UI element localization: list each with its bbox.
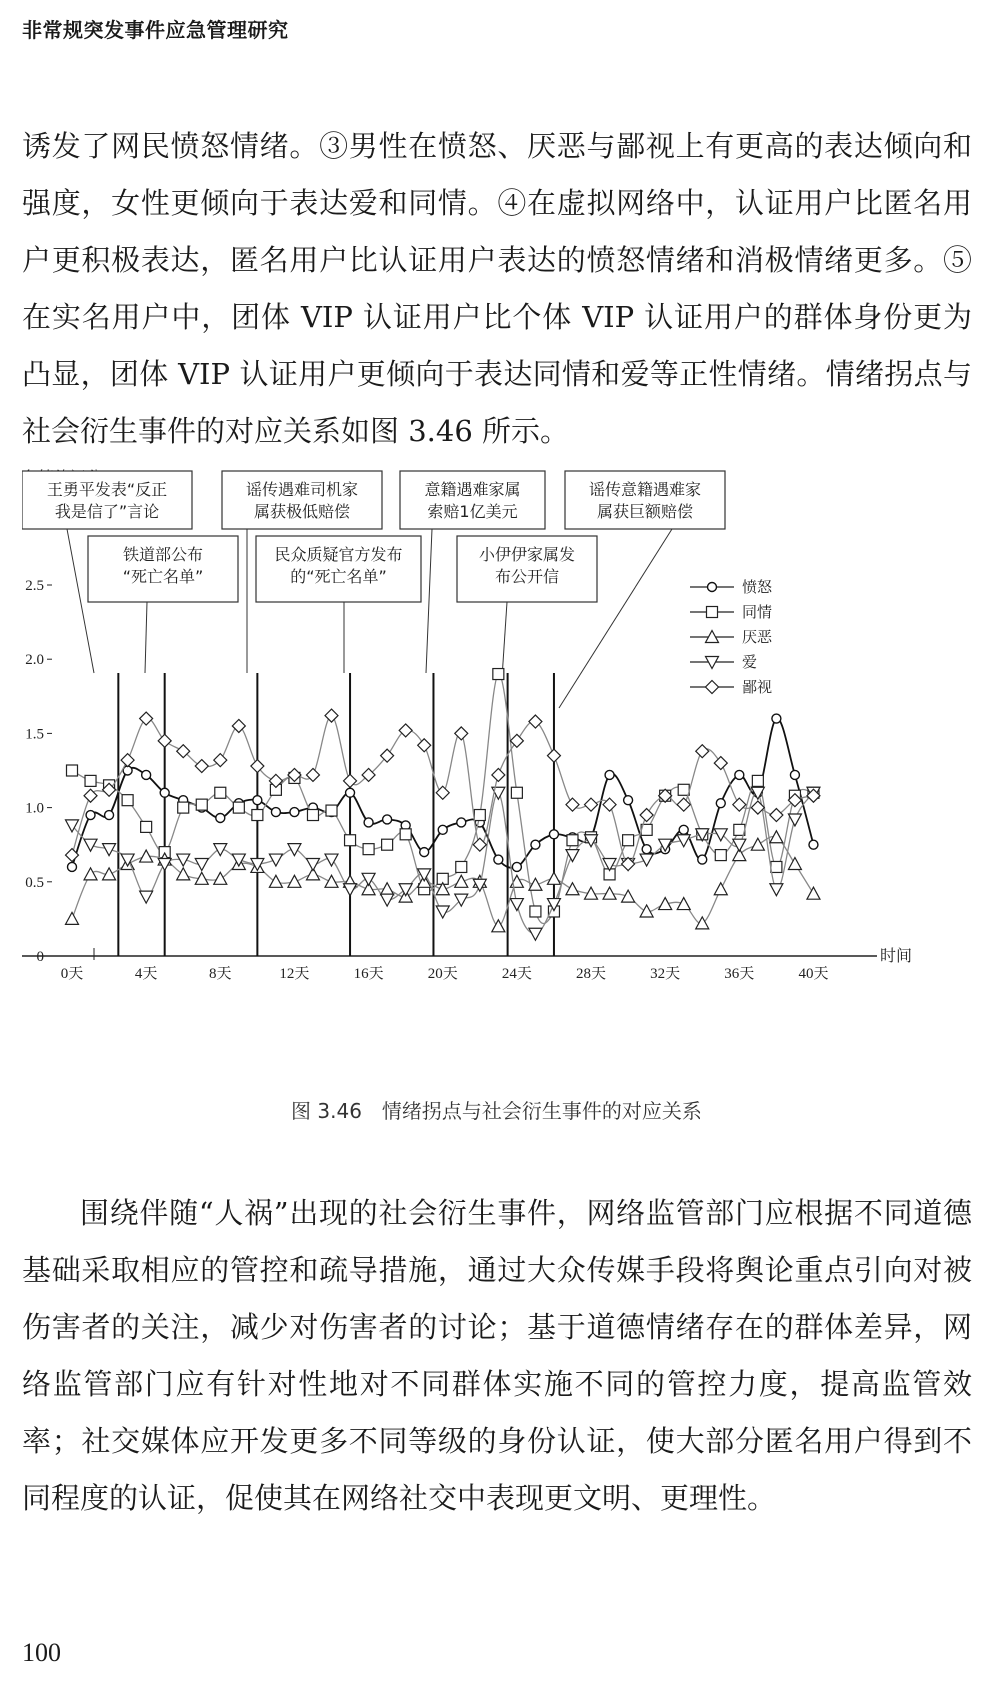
series-2-point: [493, 669, 504, 680]
event-leader: [145, 602, 147, 673]
body-paragraph-top: [22, 118, 972, 460]
series-2-point: [511, 787, 522, 798]
legend-label: 爱: [742, 653, 758, 671]
x-tick-label: 32天: [650, 966, 681, 982]
series-4-point: [121, 854, 134, 866]
series-3-point: [566, 883, 579, 895]
series-1-point: [735, 770, 744, 779]
series-2-point: [382, 839, 393, 850]
figure-3-46: [22, 463, 977, 1083]
emotion-line-chart: [22, 463, 977, 1083]
series-2-point: [252, 810, 263, 821]
series-1-point: [809, 840, 818, 849]
figure-caption: 图 3.46 情绪拐点与社会衍生事件的对应关系: [291, 1099, 702, 1123]
y-tick-label: 2.0: [25, 652, 44, 669]
event-box-text: 意籍遇难家属: [424, 480, 521, 499]
legend-label: 愤怒: [742, 578, 773, 596]
series-5-point: [492, 768, 505, 781]
series-5-point: [696, 745, 709, 758]
event-box-text: 我是信了”言论: [54, 502, 160, 521]
series-2-point: [326, 805, 337, 816]
series-4-point: [84, 839, 97, 851]
event-box-text: 布公开信: [494, 567, 560, 586]
y-tick-label: 0.5: [25, 874, 44, 891]
series-5-point: [121, 754, 134, 767]
series-2-point: [233, 802, 244, 813]
series-5-point: [714, 757, 727, 770]
legend-marker: [706, 681, 719, 694]
series-3-point: [751, 838, 764, 850]
series-5-point: [566, 798, 579, 811]
series-3-point: [677, 898, 690, 910]
event-box-text: 小伊伊家属发: [478, 545, 576, 564]
series-1-point: [457, 818, 466, 827]
series-1-point: [772, 714, 781, 723]
event-box-text: 索赔1亿美元: [427, 502, 518, 521]
series-4-point: [269, 854, 282, 866]
series-1-point: [549, 830, 558, 839]
y-tick-label: 1.0: [25, 800, 44, 817]
series-5-point: [640, 809, 653, 822]
series-2-point: [752, 775, 763, 786]
legend-marker: [707, 607, 718, 618]
series-3-point: [714, 883, 727, 895]
series-5-point: [770, 809, 783, 822]
series-1-point: [679, 825, 688, 834]
series-2-point: [67, 765, 78, 776]
series-4-point: [140, 891, 153, 903]
series-1-point: [346, 788, 355, 797]
series-2-point: [363, 844, 374, 855]
x-tick-label: 4天: [134, 966, 158, 982]
series-1-point: [364, 818, 373, 827]
series-1-point: [290, 808, 299, 817]
series-5-point: [510, 734, 523, 747]
series-2-point: [678, 784, 689, 795]
series-1-point: [68, 862, 77, 871]
series-2-point: [567, 835, 578, 846]
series-1-point: [512, 862, 521, 871]
legend-label: 同情: [742, 603, 773, 621]
event-leader: [426, 529, 432, 673]
series-1-point: [271, 808, 280, 817]
series-4-point: [733, 839, 746, 851]
event-box-text: 属获极低赔偿: [253, 502, 351, 521]
series-1-point: [716, 799, 725, 808]
series-1-point: [642, 845, 651, 854]
series-5-point: [547, 749, 560, 762]
series-1-point: [86, 811, 95, 820]
x-tick-label: 20天: [427, 966, 458, 982]
series-2-point: [307, 810, 318, 821]
series-4-point: [714, 829, 727, 841]
event-box-text: 铁道部公布: [122, 545, 204, 564]
series-3-point: [788, 857, 801, 869]
event-box-text: “死亡名单”: [122, 567, 204, 586]
series-5-point: [418, 739, 431, 752]
legend-marker: [708, 583, 717, 592]
series-2-point: [623, 835, 634, 846]
paragraph-text: 诱发了网民愤怒情绪。③男性在愤怒、厌恶与鄙视上有更高的表达倾向和强度，女性更倾向于表达爱和同情。④在虚拟网络中，认证用户比匿名用户更积极表达，匿名用户比认证用户表达的愤怒情绪和消极情绪更多。⑤在实名用户中，团体 VIP 认证用户比个体 VIP 认证用户的群体身份更为凸显，团体 VIP 认证用户更倾向于表达同情和爱等正性情绪。情绪拐点与社会衍生事件的对应关系如图 3.46 所示。: [22, 129, 972, 448]
series-2-point: [474, 810, 485, 821]
series-2-point: [400, 829, 411, 840]
series-3-point: [66, 912, 79, 924]
series-1-point: [438, 825, 447, 834]
running-head: 非常规突发事件应急管理研究: [22, 18, 289, 42]
series-1-point: [160, 788, 169, 797]
series-2-point: [771, 861, 782, 872]
x-tick-label: 16天: [353, 966, 384, 982]
series-4-point: [640, 854, 653, 866]
series-3-point: [269, 875, 282, 887]
series-1-point: [105, 811, 114, 820]
x-tick-label: 36天: [724, 966, 755, 982]
series-4-point: [344, 884, 357, 896]
x-tick-label: 40天: [798, 966, 829, 982]
series-5-point: [325, 709, 338, 722]
y-tick-label: 0: [36, 949, 44, 965]
x-axis-label: 时间: [880, 946, 913, 965]
series-1-point: [624, 796, 633, 805]
series-3-point: [214, 872, 227, 884]
series-3-point: [325, 875, 338, 887]
series-3-point: [529, 878, 542, 890]
series-1-point: [383, 815, 392, 824]
series-2-point: [715, 850, 726, 861]
y-tick-label: 2.5: [25, 578, 44, 594]
series-2-point: [196, 799, 207, 810]
series-2-point: [141, 821, 152, 832]
series-2-point: [345, 835, 356, 846]
series-1-point: [698, 855, 707, 864]
series-5-point: [733, 798, 746, 811]
series-4-point: [103, 844, 116, 856]
series-4-point: [770, 884, 783, 896]
series-1-point: [253, 796, 262, 805]
series-3-point: [177, 868, 190, 880]
event-box-text: 谣传意籍遇难家: [588, 480, 702, 499]
series-1-point: [420, 848, 429, 857]
event-box-text: 的“死亡名单”: [290, 567, 387, 586]
series-4-point: [788, 814, 801, 826]
series-2-point: [456, 861, 467, 872]
series-3-point: [622, 890, 635, 902]
series-1-point: [494, 855, 503, 864]
series-2-point: [530, 906, 541, 917]
series-5-point: [677, 798, 690, 811]
series-5-point: [585, 798, 598, 811]
series-1-point: [531, 840, 540, 849]
series-1-point: [142, 770, 151, 779]
y-tick-label: 1.5: [25, 726, 44, 743]
x-tick-label: 8天: [209, 966, 232, 982]
event-box-text: 谣传遇难司机家: [245, 480, 359, 499]
series-3-point: [807, 887, 820, 899]
x-tick-label: 28天: [576, 966, 607, 982]
series-3-point: [455, 875, 468, 887]
x-tick-label: 24天: [501, 966, 532, 982]
x-tick-label: 0天: [60, 966, 84, 982]
series-1-point: [790, 770, 799, 779]
series-4-point: [381, 894, 394, 906]
series-5-point: [251, 760, 264, 773]
page-number: 100: [22, 1638, 61, 1667]
series-3-point: [547, 872, 560, 884]
series-3-point: [84, 868, 97, 880]
series-5-point: [344, 774, 357, 787]
series-4-point: [232, 854, 245, 866]
legend-label: 鄙视: [742, 678, 773, 696]
series-5-point: [158, 734, 171, 747]
event-box-text: 民众质疑官方发布: [274, 545, 403, 564]
event-box-text: 王勇平发表“反正: [46, 480, 168, 499]
series-2-point: [178, 802, 189, 813]
x-tick-label: 12天: [279, 966, 310, 982]
series-4-point: [306, 858, 319, 870]
series-5-point: [140, 712, 153, 725]
series-2-point: [122, 795, 133, 806]
series-5-point: [195, 760, 208, 773]
event-leader: [502, 602, 507, 678]
series-1-point: [216, 813, 225, 822]
series-3-point: [288, 875, 301, 887]
series-4-point: [510, 899, 523, 911]
legend-label: 厌恶: [742, 628, 773, 646]
event-box-text: 属获巨额赔偿: [596, 502, 694, 521]
body-paragraph-bottom: [22, 1185, 972, 1527]
series-2-point: [85, 775, 96, 786]
series-1-point: [605, 770, 614, 779]
series-4-point: [529, 928, 542, 940]
series-2-point: [215, 787, 226, 798]
series-4-point: [325, 854, 338, 866]
paragraph-text: 围绕伴随“人祸”出现的社会衍生事件，网络监管部门应根据不同道德基础采取相应的管控和疏导措施，通过大众传媒手段将舆论重点引向对被伤害者的关注，减少对伤害者的讨论；基于道德情绪存在的群体差异，网络监管部门应有针对性地对不同群体实施不同的管控力度，提高监管效率；社交媒体应开发更多不同等级的身份认证，使大部分匿名用户得到不同程度的认证，促使其在网络社交中表现更文明、更理性。: [22, 1196, 972, 1515]
